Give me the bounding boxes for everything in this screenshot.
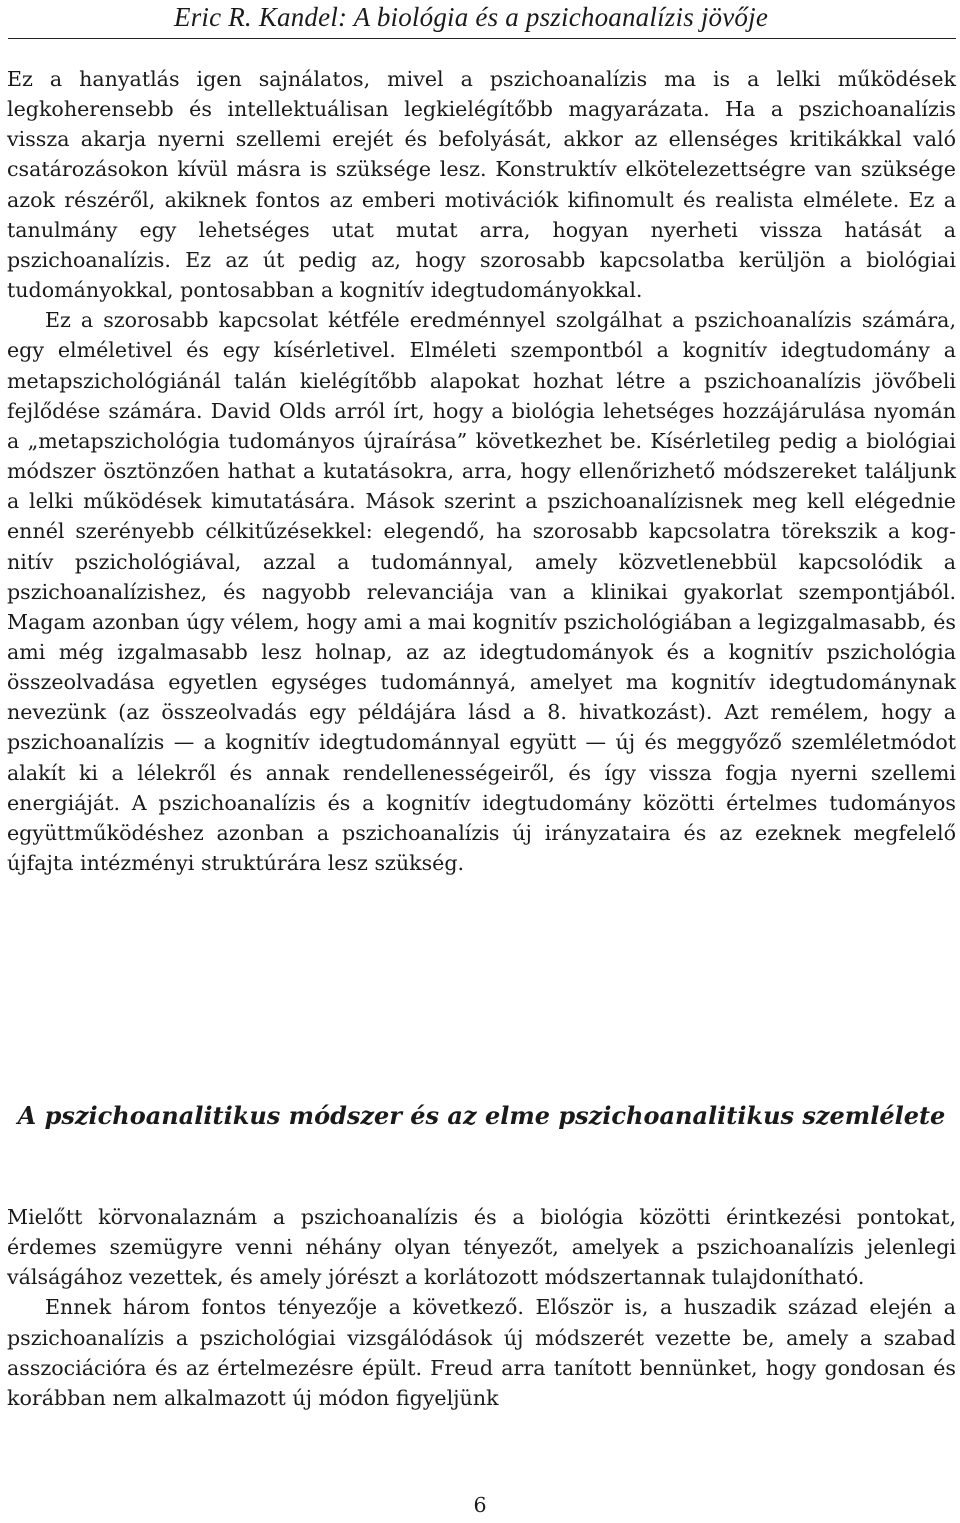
page-number: 6	[473, 1493, 487, 1517]
section-heading: A pszichoanalitikus módszer és az elme pszichoanalitikus szemlélete	[17, 1101, 946, 1130]
header-divider	[8, 38, 956, 39]
body-paragraph: Ez a szorosabb kapcsolat kétféle eredménnyel szolgálhat a pszichoanalízis számára, egy elméletivel és egy kísérletivel. Elméleti szempontból a kognitív idegtudomány a metapszichológiánál talán kielégítőbb alapokat hozhat létre a pszichoanalízis jövőbeli fejlődése számára. David Olds arról írt, hogy a biológia lehetséges hozzájárulása nyomán a „metapszichológia tudományos újraírása” következhet be. Kísérletileg pedig a biológiai módszer ösztönzően hathat a kutatásokra, arra, hogy ellenőrizhető módszereket találjunk a lelki működések kimutatására. Mások szerint a pszichoanalízisnek meg kell elégednie ennél szerényebb célkitűzésekkel: elegendő, ha szorosabb kapcsolatra törekszik a kognitív pszichológiával, azzal a tudománnyal, amely közvetlenebbül kapcsolódik a pszichoanalízishez, és nagyobb relevanciája van a klinikai gyakorlat szempontjából. Magam azonban úgy vélem, hogy ami a mai kognitív pszichológiában a legizgalmasabb, és ami még izgalmasabb lesz holnap, az az idegtudományok és a kognitív pszichológia összeolvadása egyetlen egységes tudománnyá, amelyet ma kognitív idegtudománynak nevezünk (az összeolvadás egy példájára lásd a 8. hivatkozást). Azt remélem, hogy a pszichoanalízis — a kognitív idegtudománnyal együtt — új és meggyőző szemléletmódot alakít ki a lélekről és annak rendellenességeiről, és így vissza fogja nyerni szellemi energiáját. A pszichoanalízis és a kognitív idegtudomány közötti értelmes tudományos együttműködéshez azonban a pszichoanalízis új irányzataira és az ezeknek megfelelő újfajta intézményi struktúrára lesz szükség.	[7, 308, 956, 876]
body-text-block-2	[7, 1202, 956, 1413]
running-header: Eric R. Kandel: A biológia és a pszichoanalízis jövője	[174, 2, 769, 32]
body-paragraph: Mielőtt körvonalaznám a pszichoanalízis és a biológia közötti érintkezési pontokat, érdemes szemügyre venni néhány olyan tényezőt, amelyek a pszichoanalízis jelenlegi válságához vezettek, és amely jórészt a korlátozott módszertannak tulajdonítható.	[7, 1205, 956, 1290]
body-paragraph: Ez a hanyatlás igen sajnálatos, mivel a pszichoanalízis ma is a lelki működések legkoherensebb és intellektuálisan legkielégítőbb magyarázata. Ha a pszichoanalízis vissza akarja nyerni szellemi erejét és befolyását, akkor az ellenséges kritikákkal való csatározásokon kívül másra is szüksége lesz. Konstruktív elkötelezettségre van szüksége azok részéről, akiknek fontos az emberi motivációk kifinomult és realista elmélete. Ez a tanulmány egy lehetséges utat mutat arra, hogyan nyerheti vissza hatását a pszichoanalízis. Ez az út pedig az, hogy szorosabb kapcsolatba kerüljön a biológiai tudományokkal, pontosabban a kognitív idegtudományokkal.	[7, 67, 956, 303]
body-text-block-1	[7, 64, 956, 878]
body-paragraph: Ennek három fontos tényezője a következő. Először is, a huszadik század elején a pszichoanalízis a pszichológiai vizsgálódások új módszerét vezette be, amely a szabad asszociációra és az értelmezésre épült. Freud arra tanított bennünket, hogy gondosan és korábban nem alkalmazott új módon figyeljünk	[7, 1295, 956, 1410]
